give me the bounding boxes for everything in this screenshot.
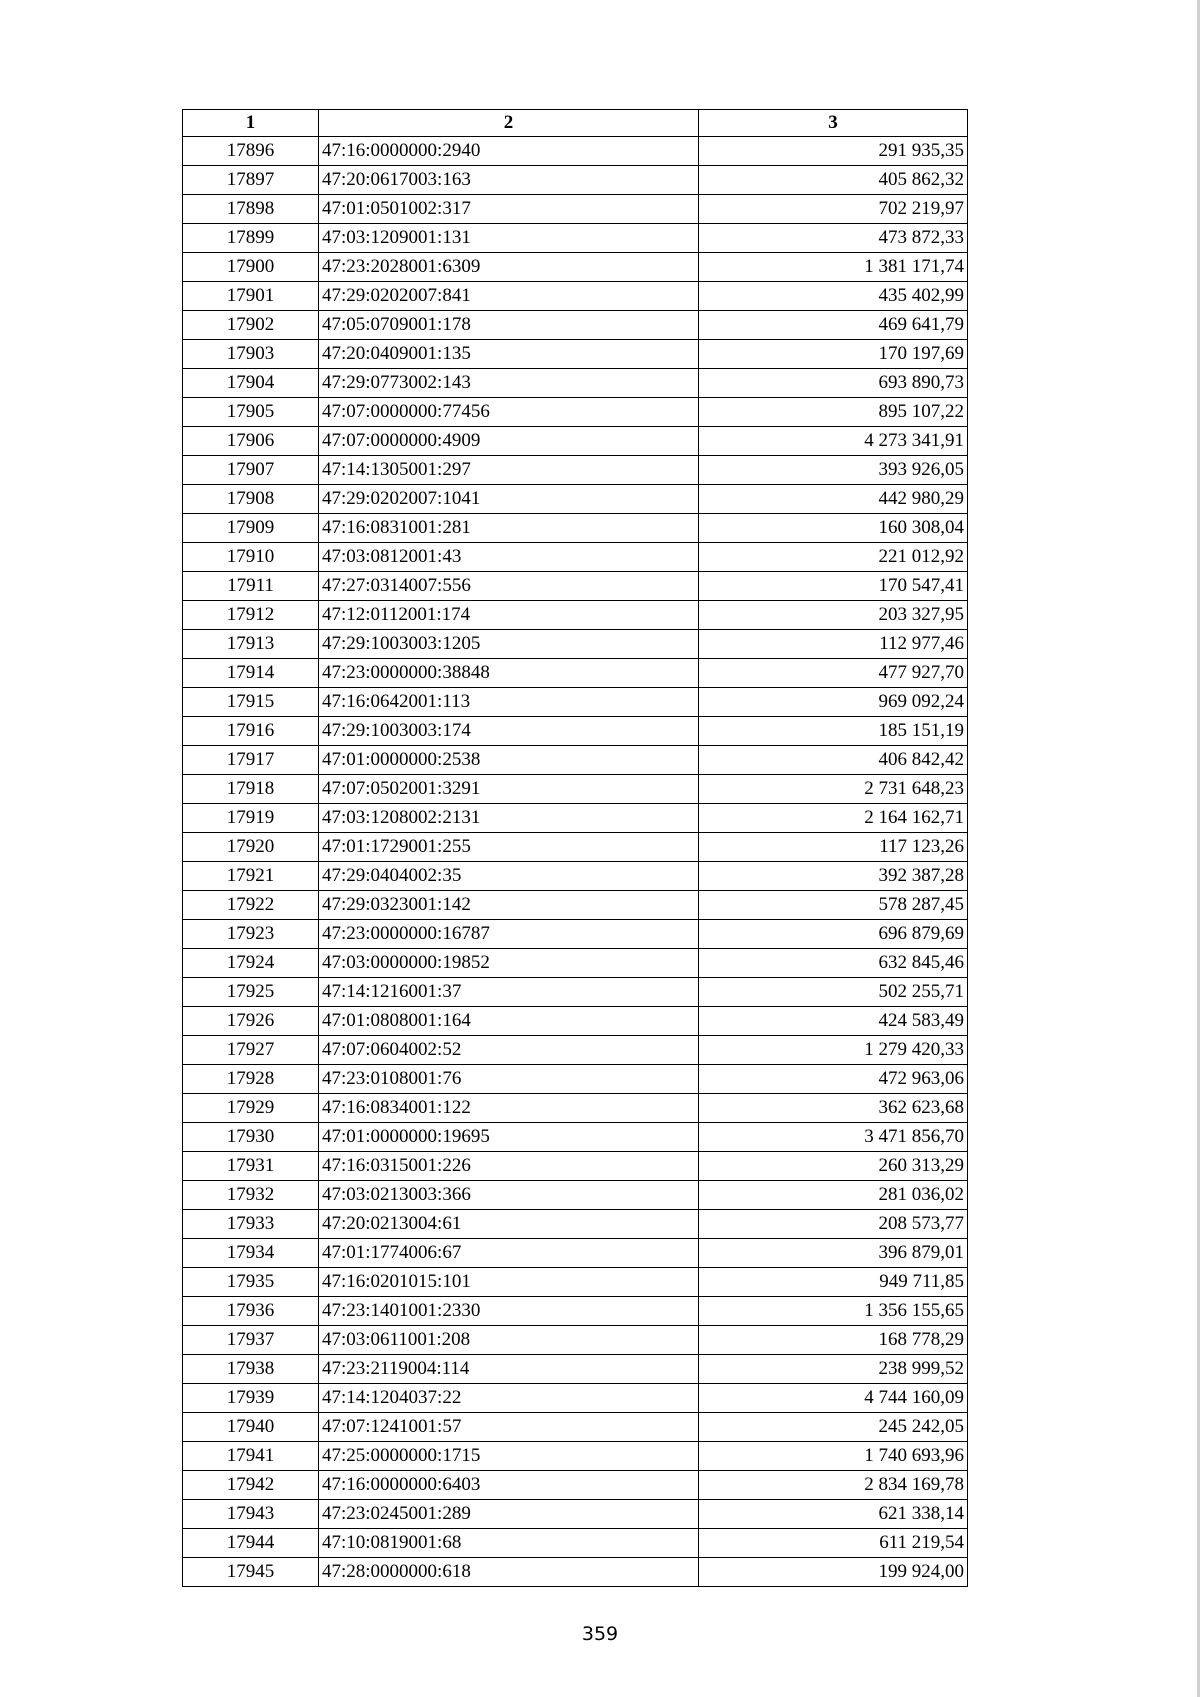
cadastral-number-cell: 47:29:0202007:1041 <box>319 485 699 514</box>
value-cell: 1 356 155,65 <box>699 1297 968 1326</box>
value-cell: 472 963,06 <box>699 1065 968 1094</box>
value-cell: 260 313,29 <box>699 1152 968 1181</box>
row-number-cell: 17917 <box>183 746 319 775</box>
cadastral-number-cell: 47:29:1003003:1205 <box>319 630 699 659</box>
table-row <box>183 920 968 949</box>
cadastral-number-cell: 47:07:0000000:4909 <box>319 427 699 456</box>
cadastral-number-cell: 47:05:0709001:178 <box>319 311 699 340</box>
value-cell: 435 402,99 <box>699 282 968 311</box>
cadastral-number-cell: 47:14:1204037:22 <box>319 1384 699 1413</box>
cadastral-number-cell: 47:27:0314007:556 <box>319 572 699 601</box>
row-number-cell: 17902 <box>183 311 319 340</box>
value-cell: 362 623,68 <box>699 1094 968 1123</box>
value-cell: 112 977,46 <box>699 630 968 659</box>
value-cell: 168 778,29 <box>699 1326 968 1355</box>
cadastral-number-cell: 47:29:0404002:35 <box>319 862 699 891</box>
table-row <box>183 630 968 659</box>
table-row <box>183 862 968 891</box>
table-row <box>183 833 968 862</box>
row-number-cell: 17908 <box>183 485 319 514</box>
table-row <box>183 166 968 195</box>
row-number-cell: 17909 <box>183 514 319 543</box>
value-cell: 693 890,73 <box>699 369 968 398</box>
cadastral-number-cell: 47:16:0315001:226 <box>319 1152 699 1181</box>
cadastral-number-cell: 47:14:1305001:297 <box>319 456 699 485</box>
value-cell: 170 547,41 <box>699 572 968 601</box>
cadastral-number-cell: 47:16:0000000:2940 <box>319 137 699 166</box>
table-row <box>183 514 968 543</box>
table-row <box>183 1529 968 1558</box>
page-number: 359 <box>581 1623 619 1645</box>
value-cell: 291 935,35 <box>699 137 968 166</box>
value-cell: 424 583,49 <box>699 1007 968 1036</box>
cadastral-number-cell: 47:16:0201015:101 <box>319 1268 699 1297</box>
table-row <box>183 456 968 485</box>
table-row <box>183 1152 968 1181</box>
row-number-cell: 17901 <box>183 282 319 311</box>
value-cell: 949 711,85 <box>699 1268 968 1297</box>
row-number-cell: 17923 <box>183 920 319 949</box>
cadastral-number-cell: 47:20:0409001:135 <box>319 340 699 369</box>
row-number-cell: 17930 <box>183 1123 319 1152</box>
row-number-cell: 17898 <box>183 195 319 224</box>
cadastral-number-cell: 47:03:0000000:19852 <box>319 949 699 978</box>
cadastral-number-cell: 47:07:0604002:52 <box>319 1036 699 1065</box>
row-number-cell: 17945 <box>183 1558 319 1587</box>
row-number-cell: 17919 <box>183 804 319 833</box>
row-number-cell: 17940 <box>183 1413 319 1442</box>
table-row <box>183 1413 968 1442</box>
cadastral-number-cell: 47:23:1401001:2330 <box>319 1297 699 1326</box>
data-table <box>182 109 968 1587</box>
cadastral-number-cell: 47:03:0812001:43 <box>319 543 699 572</box>
table-row <box>183 891 968 920</box>
value-cell: 221 012,92 <box>699 543 968 572</box>
table-row <box>183 427 968 456</box>
value-cell: 1 279 420,33 <box>699 1036 968 1065</box>
row-number-cell: 17935 <box>183 1268 319 1297</box>
value-cell: 702 219,97 <box>699 195 968 224</box>
cadastral-number-cell: 47:20:0213004:61 <box>319 1210 699 1239</box>
row-number-cell: 17932 <box>183 1181 319 1210</box>
table-row <box>183 1355 968 1384</box>
row-number-cell: 17944 <box>183 1529 319 1558</box>
value-cell: 502 255,71 <box>699 978 968 1007</box>
cadastral-number-cell: 47:01:1774006:67 <box>319 1239 699 1268</box>
table-row <box>183 804 968 833</box>
row-number-cell: 17899 <box>183 224 319 253</box>
row-number-cell: 17896 <box>183 137 319 166</box>
value-cell: 621 338,14 <box>699 1500 968 1529</box>
table-row <box>183 311 968 340</box>
row-number-cell: 17921 <box>183 862 319 891</box>
cadastral-number-cell: 47:12:0112001:174 <box>319 601 699 630</box>
table-row <box>183 1384 968 1413</box>
row-number-cell: 17907 <box>183 456 319 485</box>
table-row <box>183 1123 968 1152</box>
row-number-cell: 17938 <box>183 1355 319 1384</box>
value-cell: 199 924,00 <box>699 1558 968 1587</box>
table-row <box>183 1268 968 1297</box>
value-cell: 1 381 171,74 <box>699 253 968 282</box>
cadastral-number-cell: 47:29:1003003:174 <box>319 717 699 746</box>
value-cell: 969 092,24 <box>699 688 968 717</box>
table-row <box>183 1181 968 1210</box>
cadastral-number-cell: 47:25:0000000:1715 <box>319 1442 699 1471</box>
table-row <box>183 224 968 253</box>
row-number-cell: 17925 <box>183 978 319 1007</box>
column-header-number: 1 <box>183 110 319 137</box>
table-row <box>183 746 968 775</box>
cadastral-number-cell: 47:23:2028001:6309 <box>319 253 699 282</box>
value-cell: 2 731 648,23 <box>699 775 968 804</box>
value-cell: 208 573,77 <box>699 1210 968 1239</box>
cadastral-number-cell: 47:23:0000000:38848 <box>319 659 699 688</box>
value-cell: 632 845,46 <box>699 949 968 978</box>
table-row <box>183 1210 968 1239</box>
row-number-cell: 17915 <box>183 688 319 717</box>
cadastral-number-cell: 47:16:0642001:113 <box>319 688 699 717</box>
value-cell: 185 151,19 <box>699 717 968 746</box>
cadastral-number-cell: 47:01:0808001:164 <box>319 1007 699 1036</box>
cadastral-number-cell: 47:29:0202007:841 <box>319 282 699 311</box>
row-number-cell: 17931 <box>183 1152 319 1181</box>
value-cell: 203 327,95 <box>699 601 968 630</box>
cadastral-number-cell: 47:23:0000000:16787 <box>319 920 699 949</box>
value-cell: 281 036,02 <box>699 1181 968 1210</box>
table-row <box>183 1500 968 1529</box>
table-row <box>183 949 968 978</box>
row-number-cell: 17939 <box>183 1384 319 1413</box>
row-number-cell: 17911 <box>183 572 319 601</box>
cadastral-number-cell: 47:29:0773002:143 <box>319 369 699 398</box>
cadastral-number-cell: 47:01:0000000:19695 <box>319 1123 699 1152</box>
table-row <box>183 688 968 717</box>
cadastral-number-cell: 47:16:0834001:122 <box>319 1094 699 1123</box>
row-number-cell: 17914 <box>183 659 319 688</box>
table-row <box>183 572 968 601</box>
table-row <box>183 1094 968 1123</box>
table-row <box>183 1007 968 1036</box>
cadastral-number-cell: 47:01:0000000:2538 <box>319 746 699 775</box>
value-cell: 160 308,04 <box>699 514 968 543</box>
value-cell: 396 879,01 <box>699 1239 968 1268</box>
table-row <box>183 282 968 311</box>
table-row <box>183 659 968 688</box>
table-row <box>183 253 968 282</box>
value-cell: 696 879,69 <box>699 920 968 949</box>
table-row <box>183 1065 968 1094</box>
value-cell: 238 999,52 <box>699 1355 968 1384</box>
cadastral-number-cell: 47:03:1209001:131 <box>319 224 699 253</box>
cadastral-number-cell: 47:16:0831001:281 <box>319 514 699 543</box>
row-number-cell: 17937 <box>183 1326 319 1355</box>
cadastral-number-cell: 47:23:0108001:76 <box>319 1065 699 1094</box>
table-row <box>183 1471 968 1500</box>
cadastral-number-cell: 47:07:1241001:57 <box>319 1413 699 1442</box>
row-number-cell: 17916 <box>183 717 319 746</box>
row-number-cell: 17936 <box>183 1297 319 1326</box>
value-cell: 477 927,70 <box>699 659 968 688</box>
table-row <box>183 398 968 427</box>
cadastral-number-cell: 47:23:0245001:289 <box>319 1500 699 1529</box>
table-row <box>183 1239 968 1268</box>
row-number-cell: 17918 <box>183 775 319 804</box>
row-number-cell: 17934 <box>183 1239 319 1268</box>
cadastral-number-cell: 47:20:0617003:163 <box>319 166 699 195</box>
value-cell: 4 273 341,91 <box>699 427 968 456</box>
cadastral-number-cell: 47:07:0502001:3291 <box>319 775 699 804</box>
row-number-cell: 17929 <box>183 1094 319 1123</box>
row-number-cell: 17927 <box>183 1036 319 1065</box>
row-number-cell: 17926 <box>183 1007 319 1036</box>
value-cell: 469 641,79 <box>699 311 968 340</box>
table-row <box>183 1558 968 1587</box>
column-header-cadastral: 2 <box>319 110 699 137</box>
value-cell: 442 980,29 <box>699 485 968 514</box>
table-row <box>183 369 968 398</box>
table-row <box>183 978 968 1007</box>
table-header-row <box>183 110 968 137</box>
table-row <box>183 340 968 369</box>
value-cell: 392 387,28 <box>699 862 968 891</box>
table-row <box>183 485 968 514</box>
table-row <box>183 775 968 804</box>
row-number-cell: 17897 <box>183 166 319 195</box>
table-row <box>183 601 968 630</box>
cadastral-number-cell: 47:28:0000000:618 <box>319 1558 699 1587</box>
cadastral-number-cell: 47:29:0323001:142 <box>319 891 699 920</box>
value-cell: 2 164 162,71 <box>699 804 968 833</box>
table-row <box>183 1297 968 1326</box>
value-cell: 473 872,33 <box>699 224 968 253</box>
cadastral-number-cell: 47:03:0213003:366 <box>319 1181 699 1210</box>
cadastral-number-cell: 47:03:0611001:208 <box>319 1326 699 1355</box>
column-header-value: 3 <box>699 110 968 137</box>
cadastral-number-cell: 47:10:0819001:68 <box>319 1529 699 1558</box>
row-number-cell: 17903 <box>183 340 319 369</box>
row-number-cell: 17900 <box>183 253 319 282</box>
row-number-cell: 17910 <box>183 543 319 572</box>
value-cell: 2 834 169,78 <box>699 1471 968 1500</box>
value-cell: 170 197,69 <box>699 340 968 369</box>
row-number-cell: 17942 <box>183 1471 319 1500</box>
row-number-cell: 17922 <box>183 891 319 920</box>
table-row <box>183 1036 968 1065</box>
table-row <box>183 717 968 746</box>
table-row <box>183 195 968 224</box>
row-number-cell: 17904 <box>183 369 319 398</box>
row-number-cell: 17941 <box>183 1442 319 1471</box>
cadastral-number-cell: 47:03:1208002:2131 <box>319 804 699 833</box>
row-number-cell: 17924 <box>183 949 319 978</box>
value-cell: 3 471 856,70 <box>699 1123 968 1152</box>
value-cell: 4 744 160,09 <box>699 1384 968 1413</box>
cadastral-number-cell: 47:14:1216001:37 <box>319 978 699 1007</box>
value-cell: 393 926,05 <box>699 456 968 485</box>
value-cell: 611 219,54 <box>699 1529 968 1558</box>
value-cell: 245 242,05 <box>699 1413 968 1442</box>
table-row <box>183 1326 968 1355</box>
row-number-cell: 17920 <box>183 833 319 862</box>
row-number-cell: 17905 <box>183 398 319 427</box>
row-number-cell: 17943 <box>183 1500 319 1529</box>
value-cell: 405 862,32 <box>699 166 968 195</box>
value-cell: 1 740 693,96 <box>699 1442 968 1471</box>
cadastral-number-cell: 47:07:0000000:77456 <box>319 398 699 427</box>
value-cell: 578 287,45 <box>699 891 968 920</box>
table-row <box>183 543 968 572</box>
value-cell: 895 107,22 <box>699 398 968 427</box>
cadastral-number-cell: 47:16:0000000:6403 <box>319 1471 699 1500</box>
table-row <box>183 137 968 166</box>
row-number-cell: 17912 <box>183 601 319 630</box>
value-cell: 117 123,26 <box>699 833 968 862</box>
row-number-cell: 17906 <box>183 427 319 456</box>
cadastral-number-cell: 47:01:0501002:317 <box>319 195 699 224</box>
table-body <box>183 137 968 1587</box>
row-number-cell: 17928 <box>183 1065 319 1094</box>
table-row <box>183 1442 968 1471</box>
row-number-cell: 17913 <box>183 630 319 659</box>
value-cell: 406 842,42 <box>699 746 968 775</box>
cadastral-number-cell: 47:23:2119004:114 <box>319 1355 699 1384</box>
row-number-cell: 17933 <box>183 1210 319 1239</box>
cadastral-number-cell: 47:01:1729001:255 <box>319 833 699 862</box>
